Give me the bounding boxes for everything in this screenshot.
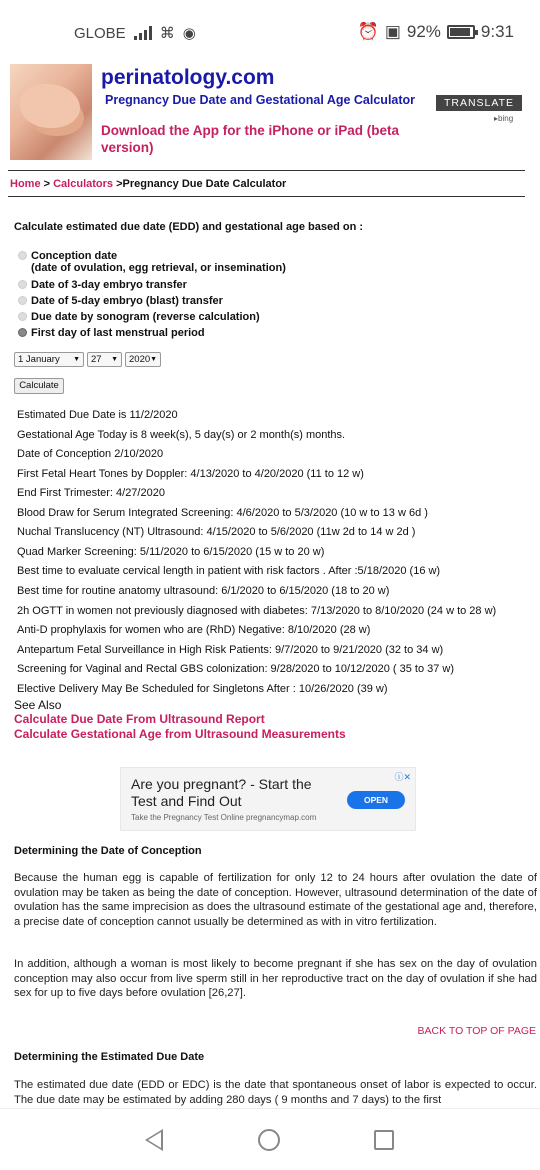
link-gestational-age-ultrasound[interactable]: Calculate Gestational Age from Ultrasound Measurements xyxy=(14,727,346,741)
alarm-icon: ⏰ xyxy=(357,22,379,41)
translate-button[interactable]: TRANSLATE xyxy=(436,95,522,111)
status-right xyxy=(358,22,514,42)
ad-open-button[interactable]: OPEN xyxy=(347,791,405,809)
link-due-date-ultrasound[interactable]: Calculate Due Date From Ultrasound Report xyxy=(14,712,265,726)
result-line: End First Trimester: 4/27/2020 xyxy=(17,487,165,500)
paragraph: The estimated due date (EDD or EDC) is the date that spontaneous onset of labor is expected to occur. The due date may be estimated by adding 280 days ( 9 months and 7 days) to the first xyxy=(14,1079,537,1106)
ad-subtitle: Take the Pregnancy Test Online pregnancymap.com xyxy=(131,813,317,822)
radio-3day-transfer[interactable]: Date of 3-day embryo transfer xyxy=(18,279,187,291)
calculate-button[interactable]: Calculate xyxy=(14,378,64,394)
navigation-bar xyxy=(0,1108,540,1170)
site-name-link[interactable]: perinatology.com xyxy=(101,66,275,89)
result-line: Gestational Age Today is 8 week(s), 5 day(s) or 2 month(s) months. xyxy=(17,428,346,441)
paragraph: Because the human egg is capable of fertilization for only 12 to 24 hours after ovulation the date of ovulation may be taken as being the date of conception. However, ultrasound determination of the date of ovulation has the same imprecision as does the ultrasound estimate of the gestational age and, therefore, a precise date of conception cannot usually be determined as with in vitro fertilization. xyxy=(14,872,537,928)
result-line: Elective Delivery May Be Scheduled for Singletons After : 10/26/2020 (39 w) xyxy=(17,682,388,695)
day-select[interactable]: 27 ▼ xyxy=(87,352,122,367)
radio-button[interactable] xyxy=(18,296,27,305)
result-line: Date of Conception 2/10/2020 xyxy=(17,448,164,461)
result-line: Estimated Due Date is 11/2/2020 xyxy=(17,409,178,421)
ad-banner[interactable] xyxy=(120,767,416,831)
result-line: Screening for Vaginal and Rectal GBS colonization: 9/28/2020 to 10/12/2020 ( 35 to 37 w) xyxy=(17,663,455,676)
breadcrumb: Home > Calculators >Pregnancy Due Date Calculator xyxy=(10,178,287,190)
wifi-icon: ⌘ xyxy=(159,25,175,42)
radio-button-selected[interactable] xyxy=(18,328,27,337)
baby-feet-logo[interactable] xyxy=(10,64,92,160)
ad-title[interactable]: Are you pregnant? - Start the Test and Find Out xyxy=(131,776,312,809)
radio-sonogram[interactable]: Due date by sonogram (reverse calculation) xyxy=(18,311,260,323)
bing-icon: ▸ xyxy=(494,114,499,123)
home-icon[interactable] xyxy=(258,1129,280,1151)
result-line: Best time to evaluate cervical length in patient with risk factors . After :5/18/2020 (16 w) xyxy=(17,565,441,578)
result-line: 2h OGTT in women not previously diagnosed with diabetes: 7/13/2020 to 8/10/2020 (24 w to 28 w) xyxy=(17,604,497,617)
status-left xyxy=(74,24,196,42)
bing-logo: ▸bing xyxy=(494,114,514,123)
carrier-label: GLOBE xyxy=(74,24,126,42)
clock: 9:31 xyxy=(480,22,514,41)
radio-button[interactable] xyxy=(18,251,27,260)
breadcrumb-home[interactable]: Home xyxy=(10,178,41,190)
result-line: Best time for routine anatomy ultrasound: 6/1/2020 to 6/15/2020 (18 to 20 w) xyxy=(17,584,390,597)
result-line: Blood Draw for Serum Integrated Screening: 4/6/2020 to 5/3/2020 (10 w to 13 w 6d ) xyxy=(17,506,428,519)
result-line: Quad Marker Screening: 5/11/2020 to 6/15/2020 (15 w to 20 w) xyxy=(17,545,325,558)
divider xyxy=(8,196,525,197)
section-heading-edd: Determining the Estimated Due Date xyxy=(14,1051,205,1063)
divider xyxy=(8,170,525,171)
ad-info-close-icon[interactable]: ⓘ✕ xyxy=(394,772,411,782)
year-select[interactable]: 2020 ▼ xyxy=(125,352,161,367)
see-also-heading: See Also xyxy=(14,698,62,712)
radio-lmp[interactable]: First day of last menstrual period xyxy=(18,327,205,339)
recent-apps-icon[interactable] xyxy=(374,1130,394,1150)
dropdown-arrow-icon: ▼ xyxy=(150,356,157,363)
result-line: First Fetal Heart Tones by Doppler: 4/13/2020 to 4/20/2020 (11 to 12 w) xyxy=(17,467,364,480)
back-icon[interactable] xyxy=(145,1129,163,1151)
dropdown-arrow-icon: ▼ xyxy=(73,356,80,363)
radio-button[interactable] xyxy=(18,280,27,289)
result-line: Anti-D prophylaxis for women who are (RhD) Negative: 8/10/2020 (28 w) xyxy=(17,624,371,637)
page-subtitle: Pregnancy Due Date and Gestational Age Calculator xyxy=(105,93,416,107)
form-prompt: Calculate estimated due date (EDD) and gestational age based on : xyxy=(14,221,364,233)
breadcrumb-current: >Pregnancy Due Date Calculator xyxy=(113,178,287,190)
month-select[interactable]: 1 January ▼ xyxy=(14,352,84,367)
battery-icon xyxy=(447,25,475,39)
dropdown-arrow-icon: ▼ xyxy=(111,356,118,363)
breadcrumb-calculators[interactable]: Calculators xyxy=(53,178,114,190)
radio-button[interactable] xyxy=(18,312,27,321)
radio-conception[interactable]: Conception date (date of ovulation, egg retrieval, or insemination) xyxy=(18,250,286,274)
result-line: Antepartum Fetal Surveillance in High Risk Patients: 9/7/2020 to 9/21/2020 (32 to 34 w) xyxy=(17,643,444,656)
paragraph: In addition, although a woman is most likely to become pregnant if she has sex on the day of ovulation conception may also occur from live sperm still in her reproductive tract on the day of ovulation if she had sex for up to five days before ovulation [26,27]. xyxy=(14,958,537,999)
status-bar xyxy=(0,0,540,62)
signal-icon xyxy=(134,26,152,40)
battery-percent: 92% xyxy=(406,22,441,41)
download-app-link[interactable]: Download the App for the iPhone or iPad (beta version) xyxy=(101,123,400,155)
result-line: Nuchal Translucency (NT) Ultrasound: 4/15/2020 to 5/6/2020 (11w 2d to 14 w 2d ) xyxy=(17,526,416,539)
site-header xyxy=(10,64,530,164)
messenger-icon: ◉ xyxy=(182,25,196,42)
back-to-top-link[interactable]: BACK TO TOP OF PAGE xyxy=(417,1025,536,1037)
vibrate-icon: ▣ xyxy=(384,22,401,41)
section-heading-conception: Determining the Date of Conception xyxy=(14,845,202,857)
radio-5day-transfer[interactable]: Date of 5-day embryo (blast) transfer xyxy=(18,295,223,307)
